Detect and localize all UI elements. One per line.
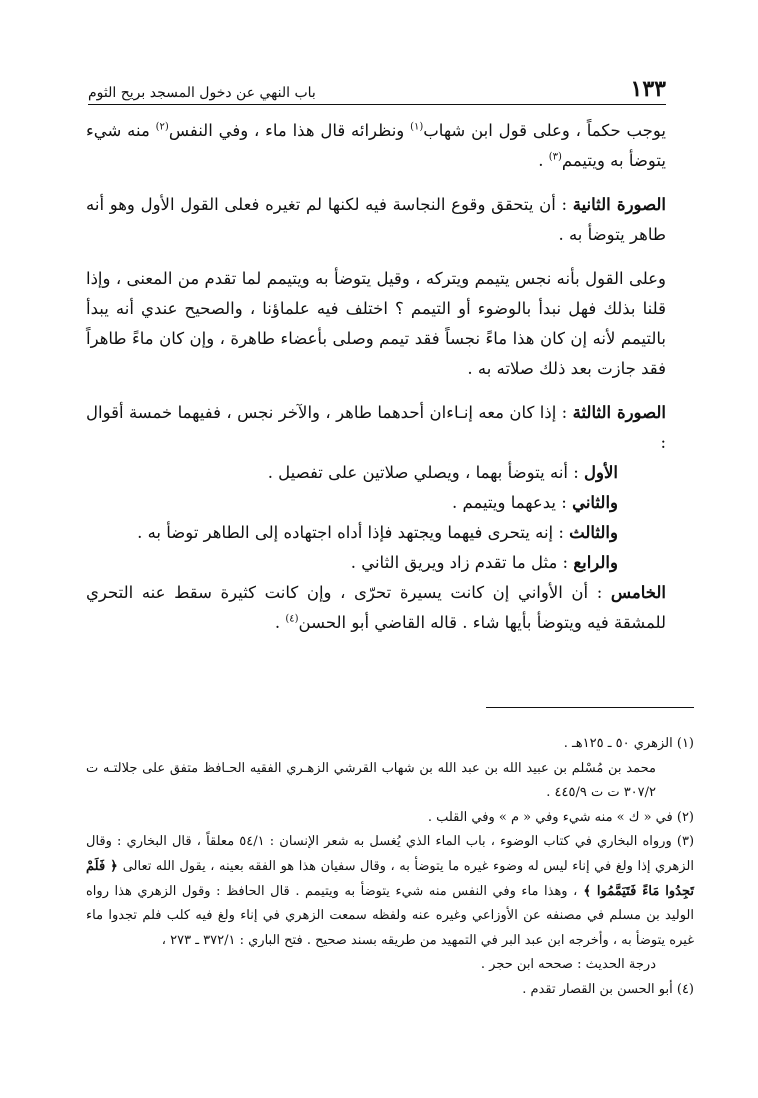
footnote-3	[86, 830, 694, 953]
header-rule	[88, 104, 666, 105]
opinion-1	[86, 458, 666, 488]
footnote-2: (٢) في « ك » منه شيء وفي « م » وفي القلب .	[427, 809, 694, 825]
footnotes	[86, 732, 694, 1003]
opinion-4	[86, 548, 666, 578]
opinion-label: والثالث	[569, 523, 618, 542]
footnote-1-detail: محمد بن مُسْلم بن عبيد الله بن عبد الله بن شهاب القرشي الزهـري الفقيه الحـافظ متفق على جلالتـه ت ٣٠٧/٢ ت ت ٤٤٥/٩ .	[86, 760, 656, 801]
opinion-label: والرابع	[573, 553, 618, 572]
footnote-ref-2: (٢)	[155, 121, 169, 133]
section-label: الصورة الثالثة	[572, 403, 666, 422]
text-run: .	[538, 151, 549, 170]
footnote-ref-3: (٣)	[548, 151, 562, 163]
opinion-label: والثاني	[572, 493, 618, 512]
main-text	[86, 116, 666, 638]
opinion-5	[86, 578, 666, 638]
paragraph-3: وعلى القول بأنه نجس يتيمم ويتركه ، وقيل يتوضأ به ويتيمم لما تقدم من المعنى ، وإذا قلنا بذلك فهل نبدأ بالوضوء أو التيمم ؟ اختلف فيه علماؤنا ، والصحيح عندي أنه يبدأ بالتيمم لأنه إن كان هذا ماءً نجساً فقد تيمم وصلى بأعضاء طاهرة ، وإن كان ماءً طاهراً فقد جازت بعد ذلك صلاته به .	[86, 269, 666, 378]
text-run: ونظرائه قال هذا ماء ، وفي النفس	[168, 121, 411, 140]
text-run: منه شيء يتوضأ به ويتيمم	[86, 121, 666, 170]
footnote-4: (٤) أبو الحسن بن القصار تقدم .	[522, 981, 694, 997]
paragraph-second-case	[86, 190, 666, 250]
page-header	[88, 74, 666, 100]
text-run: يوجب حكماً ، وعلى قول ابن شهاب	[423, 121, 666, 140]
paragraph-third-case	[86, 398, 666, 458]
text-run: : أن الأواني إن كانت يسيرة تحرّى ، وإن كانت كثيرة سقط عنه التحري للمشقة فيه ويتوضأ بأيها شاء . قاله القاضي أبو الحسن	[86, 583, 666, 632]
opinion-3	[86, 518, 666, 548]
text-run: : أنه يتوضأ بهما ، ويصلي صلاتين على تفصيل .	[267, 463, 585, 482]
footnote-ref-1: (١)	[410, 121, 424, 133]
footnote-separator	[486, 707, 694, 708]
section-label: الصورة الثانية	[572, 195, 666, 214]
footnote-1: (١) الزهري ٥٠ ـ ١٢٥هـ .	[563, 736, 694, 751]
footnote-3-grade: درجة الحديث : صححه ابن حجر .	[480, 957, 656, 973]
paragraph-1	[86, 116, 666, 176]
text-run: ، وهذا ماء وفي النفس منه شيء يتوضأ به ويتيمم . قال الحافظ : وقول الزهري هذا رواه الوليد بن مسلم في مصنفه عن الأوزاعي وغيره عنه ولفظه سمعت الزهري في إناء ولغ فيه كلب فلم تجدوا ماء غيره يتوضأ به ، وأخرجه ابن عبد البر في التمهيد من طريقه بسند صحيح . فتح الباري : ٣٧٢/١ ـ ٢٧٣ ،	[86, 883, 694, 948]
text-run: : مثل ما تقدم زاد ويريق الثاني .	[350, 553, 574, 572]
text-run: : أن يتحقق وقوع النجاسة فيه لكنها لم تغيره فعلى القول الأول وهو أنه طاهر يتوضأ به .	[86, 195, 666, 244]
opinion-label: الأول	[584, 463, 618, 482]
running-title: باب النهي عن دخول المسجد بريح الثوم	[88, 85, 316, 101]
text-run: : إنه يتحرى فيهما ويجتهد فإذا أداه اجتهاده إلى الطاهر توضأ به .	[137, 523, 570, 542]
quran-quote: ﴿ فَلَمْ تَجِدُوا مَاءً فَتَيَمَّمُوا ﴾	[86, 858, 694, 899]
opinion-2	[86, 488, 666, 518]
text-run: : يدعهما ويتيمم .	[451, 493, 573, 512]
text-run: (٣) ورواه البخاري في كتاب الوضوء ، باب الماء الذي يُغسل به شعر الإنسان : ٥٤/١ معلقاً ، قال البخاري : وقال الزهري إذا ولغ في إناء ليس له وضوء غيره ما يتوضأ به ، وقال سفيان هذا هو الفقه بعينه ، يقول الله تعالى	[86, 834, 695, 874]
page-number: ١٣٣	[630, 76, 666, 102]
footnote-ref-4: (٤)	[285, 613, 299, 625]
text-run: .	[274, 613, 286, 632]
text-run: : إذا كان معه إنـاءان أحدهما طاهر ، والآخر نجس ، ففيهما خمسة أقوال :	[86, 403, 666, 452]
opinion-label: الخامس	[610, 583, 666, 602]
